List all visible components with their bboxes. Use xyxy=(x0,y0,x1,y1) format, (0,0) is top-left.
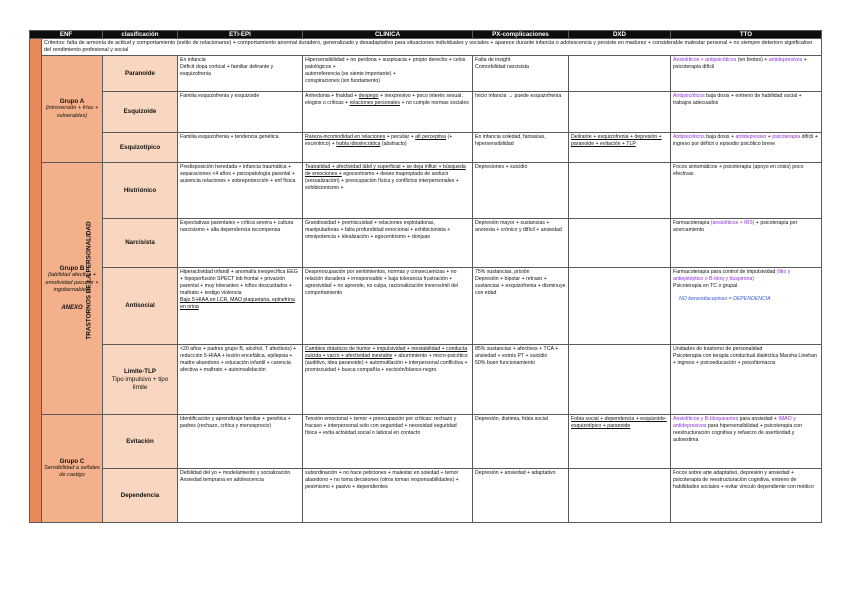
tto-esquizotipico xyxy=(671,133,822,163)
table-row-esquizotipico xyxy=(30,133,822,163)
dxd-antisocial xyxy=(569,268,671,345)
tto-dependencia: Focos sobre arte adaptativo, depresión y ansiedad + psicoterapia de reestructuración cognitiva, entreno de habilidades sociales + evitar vínculo dependiente con médico xyxy=(671,469,822,523)
eti-evitacion: Identificación y aprendizaje familiar + genética + padres (rechazo, crítica y menosprecio) xyxy=(178,415,303,469)
eti-histrionico: Predisposición heredada + infancia traumática + separaciones <4 años + psicopatología parental + ausencia relaciones + sobreprotección + enf física xyxy=(178,163,303,219)
clinica-paranoide xyxy=(303,56,473,92)
tto-drug: (ansiolíticos + IRS) xyxy=(710,220,755,226)
eti-esquizotipico: Familia esquizofrenia + tendencia genética xyxy=(178,133,303,163)
tto-text: + xyxy=(766,134,773,140)
clinica-antisocial: Despreocupación por sentimientos, normas y consecuencias + no relación duradera + irresponsable + baja tolerancia frustración + agresividad + no aprende, no culpa, racionalización inverosímil del comportamiento xyxy=(303,268,473,345)
disorder-limite-name: Límite-TLP xyxy=(124,367,156,375)
header-px: PX-complicaciones xyxy=(473,31,569,39)
group-a-name: Grupo A xyxy=(59,98,85,106)
disorder-narcisista: Narcisista xyxy=(103,219,178,268)
table-row-evitacion xyxy=(30,415,822,469)
header-dxd: DXD xyxy=(569,31,671,39)
table-row-narcisista xyxy=(30,219,822,268)
dxd-dependencia xyxy=(569,469,671,523)
dxd-narcisista xyxy=(569,219,671,268)
tto-drug: Antipsicóticos xyxy=(673,134,705,140)
eti-antisocial xyxy=(178,268,303,345)
tto-text: Psicoterapia en TC o grupal xyxy=(673,283,738,289)
disorder-dependencia: Dependencia xyxy=(103,469,178,523)
tto-drug: (litio y antiepiléptico o B-bloq y buspirona) xyxy=(673,269,791,282)
tto-histrionico: Focos sintomáticos + psicoterapia (apoyo en crisis) poco efectivas xyxy=(671,163,822,219)
tto-text: difícil + ingreso por déficit o episodio psicótico breve xyxy=(673,134,818,147)
px-esquizotipico xyxy=(473,133,569,163)
clinica-text: alt perceptiva xyxy=(415,134,447,140)
tto-text: para hipersensibilidad + psicoterapia con reestructuración cognitiva y refuerzo de asertividad y autoestima xyxy=(673,423,803,443)
group-a-cell xyxy=(42,56,103,163)
clinica-text: (+ excéntrico) + xyxy=(305,134,453,147)
px-text: 50% buen funcionamiento xyxy=(475,360,535,366)
eti-esquizoide: Familia esquizofrenia y esquizoide xyxy=(178,92,303,133)
table-row-esquizoide xyxy=(30,92,822,133)
tto-drug: Antipsicóticos xyxy=(673,93,705,99)
clinica-esquizoide xyxy=(303,92,473,133)
table-row-histrionico xyxy=(30,163,822,219)
tto-drug: psicoterapia xyxy=(772,134,801,140)
px-antisocial xyxy=(473,268,569,345)
header-row xyxy=(30,31,822,39)
clinica-text: relaciones personales xyxy=(349,100,401,106)
clinica-limite xyxy=(303,345,473,415)
eti-limite: <20 años + padres grupo B, alcohol, T afectivos) + reducción 5-HIAA + lesión encefálica, epilepsia + madre abandono + educación infantil + carencia afectiva + maltrato + autoinvalidación xyxy=(178,345,303,415)
eti-text: Hiperactividad infantil + anomalía inespecífica EEG + hipoperfusión SPECT lob frontal + privación parental + muy tolerantes + niños descuidados + maltrato + testigo violencia xyxy=(180,269,298,296)
disorder-histrionico: Histriónico xyxy=(103,163,178,219)
eti-text: Déficit dopa cortical + familiar delirante y esquizofrenia xyxy=(180,64,274,77)
tto-narcisista xyxy=(671,219,822,268)
clinica-text: habla idiosincrática xyxy=(336,141,381,147)
dxd-limite xyxy=(569,345,671,415)
criteria-row xyxy=(30,39,822,56)
tto-paranoide xyxy=(671,56,822,92)
table-row-limite xyxy=(30,345,822,415)
clinica-text: + aburrimiento + micro-psicótico (auditivo, idea paranoide) + automutilación + interpersonal conflictiva + promiscuidad + busca compañía + escisión/blanco-negro xyxy=(305,353,468,373)
px-text: hipersensibilidad xyxy=(475,141,514,147)
disorder-esquizoide: Esquizoide xyxy=(103,92,178,133)
tto-text: + psicoterapia difícil xyxy=(673,57,807,70)
tto-text: Farmacoterapia para control de impulsividad xyxy=(673,269,777,275)
px-dependencia: Depresión + ansiedad + adaptativo xyxy=(473,469,569,523)
clinica-text: conspiraciones (sin fundamento) xyxy=(305,78,380,84)
clinica-evitacion: Tensión emocional + temor + preocupación por críticas: rechazo y fracaso + interpersonal solo con seguridad + necesidad seguridad física + evita actividad social o laboral en contacto xyxy=(303,415,473,469)
tto-drug: antidepresivos xyxy=(768,57,803,63)
px-text: Depresión + bipolar + retraso + sustancias + esquizofrenia + disminuye con edad xyxy=(475,276,566,296)
criteria-text: Criterios: falta de armonía de actitud y comportamiento (estilo de relacionarse) + comportamiento anormal duradero, generalizado y desadaptativo para situaciones individuales y sociales + aparece durante infancia o adolescencia y persiste en madurez + considerable malestar personal + no siempre deterioro significativo del rendimiento profesional y social xyxy=(42,39,822,56)
clinica-dependencia: subordinación + no hace peticiones + malestar en soledad + temor abandono + no toma decisiones (otros toman responsabilidades) + pesimismo + pasivo + dependientes xyxy=(303,469,473,523)
tto-esquizoide xyxy=(671,92,822,133)
group-b-name: Grupo B xyxy=(59,265,85,273)
clinica-text: Anhedonia + frialdad + xyxy=(305,93,359,99)
tto-text: (en brotes) + xyxy=(736,57,769,63)
group-b-cell xyxy=(42,163,103,415)
eti-narcisista: Expectativas parentales + crítica severa + cultura narcisismo + alta dependencia recompensa xyxy=(178,219,303,268)
clinica-text: despego xyxy=(358,93,379,99)
table-row-paranoide xyxy=(30,56,822,92)
px-text: 85% sustancias + afectivos + TCA + ansiedad + estrés PT + suicidio xyxy=(475,346,559,359)
tto-text: + psicoterapia por acercamiento xyxy=(673,220,798,233)
px-text: Comorbilidad narcisista xyxy=(475,64,529,70)
eti-paranoide xyxy=(178,56,303,92)
tto-limite xyxy=(671,345,822,415)
group-c-name: Grupo C xyxy=(59,457,85,465)
px-limite xyxy=(473,345,569,415)
px-text: 75% sustancias, prisión xyxy=(475,269,530,275)
group-a-desc: (introversión + frías + vulnerables) xyxy=(45,105,99,119)
disorder-esquizotipico: Esquizotípico xyxy=(103,133,178,163)
clinica-esquizotipico xyxy=(303,133,473,163)
clinica-text: Cambios drásticos de humor + impulsividad + inestabilidad + conducta suicida + vacío + afectividad inestable xyxy=(305,346,468,359)
clinica-histrionico xyxy=(303,163,473,219)
section-label: TRASTORNOS DE LA PERSONALIDAD xyxy=(85,220,93,340)
tto-evitacion xyxy=(671,415,822,469)
tto-text: baja dosis + xyxy=(704,134,736,140)
header-eti-epi: ETI-EPI xyxy=(178,31,303,39)
header-clasificacion: clasificación xyxy=(103,31,178,39)
tto-drug: antidepresivo xyxy=(735,134,767,140)
clinica-text: Teatralidad + afectividad lábil y superficial + se deja influir + búsqueda de emociones + xyxy=(305,164,466,177)
clinica-text: + inexpresivo + poco interés sexual, elogios o críticas + xyxy=(305,93,463,106)
clinica-text: (abstracto) xyxy=(380,141,407,147)
header-clinica: CLINICA xyxy=(303,31,473,39)
eti-dependencia xyxy=(178,469,303,523)
tto-drug: IMAO y antidepresivos xyxy=(673,416,796,429)
personality-disorders-table xyxy=(29,30,821,523)
clinica-text: Hipersensibilidad + no perdona + suspicacia + propio derecho + celos patológicos + xyxy=(305,57,466,70)
table-row-dependencia xyxy=(30,469,822,523)
tto-text: para ansiedad + xyxy=(738,416,779,422)
group-c-cell xyxy=(42,415,103,523)
clinica-text: Rareza-incomodidad en relaciones xyxy=(305,134,386,140)
px-text: Falta de insight xyxy=(475,57,511,63)
eti-text: Ansiedad temprana en adolescencia xyxy=(180,477,264,483)
dxd-esquizotipico: Delirante + esquizofrenia + depresión + paranoide + evitación + TLP xyxy=(569,133,671,163)
px-histrionico: Depresiones + suicidio xyxy=(473,163,569,219)
clinica-text: autorreferencia (se siente importante) + xyxy=(305,71,396,77)
disorder-limite-sub: Tipo impulsivo + tipo límite xyxy=(111,375,169,391)
tto-text: Unidades de trastorno de personalidad xyxy=(673,346,763,352)
px-evitacion: Depresión, distimia, fobia social xyxy=(473,415,569,469)
tto-antisocial xyxy=(671,268,822,345)
clinica-text: + no cumple normas sociales xyxy=(400,100,469,106)
tto-text: Psicoterapia con terapia conductual dialéctica Marsha Linehan + ingreso + psicoeducación + psicofármacos xyxy=(673,353,817,366)
disorder-evitacion: Evitación xyxy=(103,415,178,469)
dxd-esquizoide xyxy=(569,92,671,133)
disorder-limite xyxy=(103,345,178,415)
dxd-paranoide xyxy=(569,56,671,92)
px-esquizoide: Inicio infancia → puede esquizofrenia xyxy=(473,92,569,133)
px-text: En infancia soledad, fantasías, xyxy=(475,134,546,140)
tto-text: Farmacoterapia xyxy=(673,220,711,226)
header-tto: TTO xyxy=(671,31,822,39)
tto-warning: NO benzodiacepinas = DEPENDENCIA xyxy=(679,296,771,302)
group-b-anexo: ANEXO xyxy=(61,304,83,311)
clinica-text: + peculiar + xyxy=(385,134,416,140)
eti-text: Debilidad del yo + modelamiento y socialización xyxy=(180,470,291,476)
dxd-histrionico xyxy=(569,163,671,219)
table-row-antisocial xyxy=(30,268,822,345)
disorder-paranoide: Paranoide xyxy=(103,56,178,92)
eti-text: En infancia xyxy=(180,57,206,63)
header-enf: ENF xyxy=(30,31,103,39)
group-b-desc: (labilidad afectiva + emotividad peculiar + ingobernables) xyxy=(45,272,99,294)
tto-text: baja dosis + entreno de habilidad social + trabajos adecuados xyxy=(673,93,802,106)
clinica-text: egocentrismo + deseo inapropiado de seducir (sexualización) + preocupación física y conflictos interpersonales + exhibicionismo + xyxy=(305,171,459,191)
px-paranoide xyxy=(473,56,569,92)
eti-text: Bajo 5-HIAA en LCR, MAO plaquetaria, epinefrina en orina xyxy=(180,297,295,310)
disorder-antisocial: Antisocial xyxy=(103,268,178,345)
px-narcisista: Depresión mayor + sustancias + anorexia + crónico y difícil + ansiedad xyxy=(473,219,569,268)
tto-drug: Ansiolíticos y B-bloqueantes xyxy=(673,416,739,422)
clinica-narcisista: Grandiosidad + promiscuidad + relaciones explotadoras, manipuladoras + falta profundidad emocional + exhibicionista + omnipotencia + idealización + egocentrismo + donjuan xyxy=(303,219,473,268)
group-c-desc: Sensibilidad a señales de castigo xyxy=(44,464,100,478)
tto-drug: Ansiolíticos + antipsicóticos xyxy=(673,57,737,63)
dxd-evitacion: Fobia social + dependencia + esquizoide-esquizotípico + paranoide xyxy=(569,415,671,469)
